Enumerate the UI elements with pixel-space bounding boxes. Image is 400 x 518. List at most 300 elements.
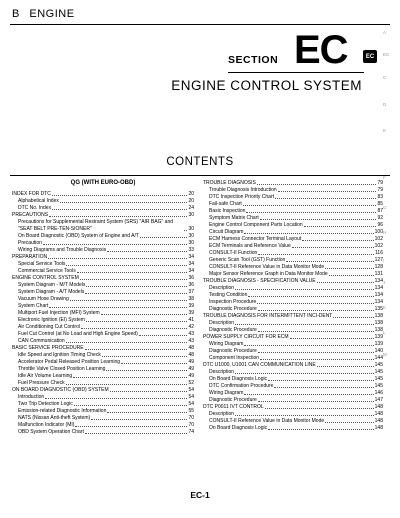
- toc-entry-label: Diagnostic Procedure: [209, 327, 257, 333]
- toc-page-number: 36: [188, 282, 194, 288]
- leader-dots: [257, 303, 373, 304]
- leader-dots: [48, 258, 187, 259]
- toc-entry-label: TROUBLE DIAGNOSIS FOR INTERMITTENT INCI-DENT: [203, 313, 333, 319]
- toc-page-number: 100: [374, 229, 383, 235]
- leader-dots: [329, 275, 374, 276]
- leader-dots: [107, 412, 187, 413]
- toc-entry: [203, 264, 383, 271]
- leader-dots: [86, 286, 187, 287]
- section-name: ENGINE: [29, 8, 75, 20]
- leader-dots: [184, 230, 187, 231]
- toc-entry: [203, 194, 383, 201]
- leader-dots: [52, 209, 187, 210]
- toc-entry-label: CONSULT-II Reference Value in Data Monitor Mode: [209, 264, 325, 270]
- toc-entry-label: Emission-related Diagnostic Information: [18, 408, 107, 414]
- toc-entry-label: ENGINE CONTROL SYSTEM: [12, 275, 79, 281]
- toc-page-number: 102: [374, 236, 383, 242]
- toc-page-number: 30: [188, 240, 194, 246]
- leader-dots: [60, 202, 188, 203]
- toc-page-number: 140: [374, 348, 383, 354]
- leader-dots: [265, 408, 374, 409]
- leader-dots: [258, 352, 374, 353]
- toc-entry: [12, 268, 194, 275]
- section-badge: EC: [363, 50, 377, 63]
- toc-entry-label: TROUBLE DIAGNOSIS - SPECIFICATION VALUE: [203, 278, 316, 284]
- toc-entry: [12, 219, 194, 233]
- toc-page-number: 127: [374, 257, 383, 263]
- toc-section-entry: [12, 254, 194, 261]
- leader-dots: [85, 349, 188, 350]
- toc-page-number: 70: [188, 422, 194, 428]
- leader-dots: [80, 279, 188, 280]
- leader-dots: [235, 289, 374, 290]
- page-title: ENGINE CONTROL SYSTEM: [171, 78, 362, 93]
- contents-heading: CONTENTS: [166, 156, 234, 168]
- toc-entry-label: Two Trip Detection Logic: [18, 401, 73, 407]
- leader-dots: [317, 282, 374, 283]
- toc-page-number: 83: [377, 194, 383, 200]
- toc-entry: [203, 236, 383, 243]
- toc-page-number: 34: [188, 254, 194, 260]
- leader-dots: [52, 195, 188, 196]
- toc-section-entry: [12, 275, 194, 282]
- toc-page-number: 33: [188, 247, 194, 253]
- leader-dots: [275, 198, 376, 199]
- toc-page-number: 24: [188, 205, 194, 211]
- toc-section-entry: [203, 362, 383, 369]
- toc-entry-label: Commercial Service Tools: [18, 268, 76, 274]
- toc-page-number: 145: [374, 383, 383, 389]
- toc-entry-label: POWER SUPPLY CIRCUIT FOR ECM: [203, 334, 289, 340]
- toc-entry: [12, 352, 194, 359]
- toc-page-number: 92: [377, 215, 383, 221]
- toc-entry: [203, 215, 383, 222]
- toc-page-number: 39: [188, 310, 194, 316]
- toc-entry: [12, 366, 194, 373]
- toc-page-number: 74: [188, 429, 194, 435]
- toc-page-number: 30: [188, 212, 194, 218]
- leader-dots: [110, 391, 188, 392]
- toc-page-number: 134: [374, 299, 383, 305]
- side-index-letter: M: [383, 352, 387, 357]
- toc-page-number: 145: [374, 369, 383, 375]
- leader-dots: [268, 429, 374, 430]
- toc-entry: [203, 243, 383, 250]
- toc-page-number: 30: [188, 226, 194, 232]
- toc-entry-label: Trouble Diagnosis Introduction: [209, 187, 277, 193]
- toc-entry: [203, 208, 383, 215]
- toc-entry-label: DTC P0011 IVT CONTROL: [203, 404, 264, 410]
- toc-page-number: 148: [374, 425, 383, 431]
- section-header: [12, 8, 75, 20]
- toc-entry: [12, 331, 194, 338]
- toc-page-number: 96: [377, 222, 383, 228]
- toc-entry: [203, 229, 383, 236]
- toc-entry: [12, 380, 194, 387]
- leader-dots: [258, 254, 374, 255]
- leader-dots: [248, 296, 373, 297]
- toc-page-number: 30: [188, 233, 194, 239]
- leader-dots: [75, 426, 187, 427]
- toc-entry-label: Description: [209, 285, 235, 291]
- toc-entry-label: OBD System Operation Chart: [18, 429, 84, 435]
- leader-dots: [325, 268, 374, 269]
- toc-entry: [12, 205, 194, 212]
- leader-dots: [258, 310, 374, 311]
- toc-entry: [203, 348, 383, 355]
- side-index-letter: EC: [383, 52, 390, 57]
- toc-page-number: 134: [374, 292, 383, 298]
- toc-entry-label: Generic Scan Tool (GST) Function: [209, 257, 286, 263]
- leader-dots: [274, 387, 373, 388]
- toc-entry-label: Wiring Diagram: [209, 390, 244, 396]
- toc-page-number: 55: [188, 408, 194, 414]
- toc-page-number: 54: [188, 387, 194, 393]
- toc-page-number: 49: [188, 359, 194, 365]
- leader-dots: [86, 321, 187, 322]
- toc-entry-label: Description: [209, 411, 235, 417]
- header-divider: [10, 24, 390, 25]
- toc-entry-label: On Board Diagnosis Logic: [209, 376, 268, 382]
- toc-entry-label: CAN Communication: [18, 338, 65, 344]
- toc-page-number: 138: [374, 320, 383, 326]
- toc-section-entry: [12, 387, 194, 394]
- toc-entry-label: Inspection Procedure: [209, 299, 257, 305]
- toc-entry-label: ON BOARD DIAGNOSTIC (OBD) SYSTEM: [12, 387, 109, 393]
- toc-entry: [203, 320, 383, 327]
- toc-entry-label: Wiring Diagrams and Trouble Diagnosis: [18, 247, 107, 253]
- toc-entry-label: Electronic Ignition (EI) System: [18, 317, 85, 323]
- side-index-letter: F: [383, 175, 386, 180]
- leader-dots: [278, 191, 377, 192]
- leader-dots: [235, 324, 374, 325]
- toc-entry: [12, 373, 194, 380]
- toc-page-number: 144: [374, 355, 383, 361]
- toc-entry-label: Idle Speed and Ignition Timing Check: [18, 352, 101, 358]
- toc-page-number: 34: [188, 268, 194, 274]
- toc-entry-label: Diagnostic Procedure: [209, 348, 257, 354]
- toc-entry: [203, 201, 383, 208]
- leader-dots: [268, 380, 374, 381]
- leader-dots: [85, 293, 187, 294]
- toc-entry-label: On Board Diagnostic (OBD) System of Engine and A/T: [18, 233, 139, 239]
- section-code: EC: [294, 28, 348, 72]
- side-index-letter: A: [383, 30, 387, 35]
- leader-dots: [49, 307, 187, 308]
- toc-entry: [12, 296, 194, 303]
- side-index-letter: C: [383, 75, 387, 80]
- leader-dots: [244, 345, 373, 346]
- toc-page-number: 138: [374, 313, 383, 319]
- leader-dots: [66, 342, 188, 343]
- toc-page-number: 145: [374, 376, 383, 382]
- leader-dots: [286, 261, 373, 262]
- toc-entry: [203, 341, 383, 348]
- toc-page-number: 148: [374, 418, 383, 424]
- side-index-letter: H: [383, 230, 387, 235]
- leader-dots: [106, 370, 187, 371]
- toc-section-entry: [203, 180, 383, 187]
- leader-dots: [243, 205, 377, 206]
- leader-dots: [140, 237, 188, 238]
- toc-entry-label: DTC Confirmation Procedure: [209, 383, 274, 389]
- toc-entry-label: Precaution: [18, 240, 42, 246]
- leader-dots: [317, 366, 374, 367]
- toc-page-number: 54: [188, 401, 194, 407]
- side-index-letter: J: [383, 280, 386, 285]
- toc-entry-label: PREPARATION: [12, 254, 48, 260]
- toc-section-entry: [12, 345, 194, 352]
- leader-dots: [235, 415, 374, 416]
- leader-dots: [91, 419, 187, 420]
- toc-entry: [12, 303, 194, 310]
- toc-entry: [203, 271, 383, 278]
- toc-entry-label: On Board Diagnosis Logic: [209, 425, 268, 431]
- toc-entry-label: Symptom Matrix Chart: [209, 215, 259, 221]
- leader-dots: [121, 363, 187, 364]
- toc-entry-label: ECM Terminals and Reference Value: [209, 243, 291, 249]
- toc-section-entry: [12, 212, 194, 219]
- toc-entry: [203, 285, 383, 292]
- toc-entry-label: TROUBLE DIAGNOSIS: [203, 180, 256, 186]
- toc-entry: [12, 289, 194, 296]
- toc-page-number: 134: [374, 285, 383, 291]
- toc-entry-label: Circuit Diagram: [209, 229, 244, 235]
- toc-entry-label: Testing Condition: [209, 292, 248, 298]
- leader-dots: [49, 216, 187, 217]
- toc-entry: [12, 422, 194, 429]
- title-divider: [228, 72, 364, 73]
- toc-right-column: [203, 180, 386, 432]
- toc-entry: [12, 198, 194, 205]
- toc-page-number: 52: [188, 380, 194, 386]
- toc-page-number: 87: [377, 208, 383, 214]
- toc-entry: [203, 257, 383, 264]
- toc-page-number: 148: [374, 404, 383, 410]
- toc-page-number: 38: [188, 296, 194, 302]
- toc-entry: [203, 222, 383, 229]
- toc-page-number: 36: [188, 275, 194, 281]
- toc-page-number: 135: [374, 306, 383, 312]
- leader-dots: [258, 331, 374, 332]
- leader-dots: [302, 240, 373, 241]
- toc-entry: [12, 233, 194, 240]
- toc-entry: [12, 261, 194, 268]
- toc-entry-label: Major Sensor Reference Graph in Data Monitor Mode: [209, 271, 328, 277]
- leader-dots: [70, 300, 188, 301]
- section-label: SECTION: [228, 54, 279, 66]
- leader-dots: [246, 212, 376, 213]
- toc-section-entry: [203, 313, 383, 320]
- leader-dots: [325, 422, 374, 423]
- toc-page-number: 70: [188, 415, 194, 421]
- toc-page-number: 146: [374, 390, 383, 396]
- toc-page-number: 20: [188, 198, 194, 204]
- toc-entry: [203, 250, 383, 257]
- toc-entry-label: DTC No. Index: [18, 205, 52, 211]
- toc-entry-label: Diagnostic Procedure: [209, 306, 257, 312]
- toc-entry-label: Fuel Cut Control (at No Load and High Engine Speed): [18, 331, 138, 337]
- toc-entry-label: System Diagram - M/T Models: [18, 282, 86, 288]
- toc-entry: [12, 247, 194, 254]
- leader-dots: [235, 373, 374, 374]
- toc-entry: [203, 327, 383, 334]
- leader-dots: [77, 272, 188, 273]
- toc-page-number: 139: [374, 341, 383, 347]
- leader-dots: [292, 247, 374, 248]
- toc-entry-label: Fail-safe Chart: [209, 201, 242, 207]
- leader-dots: [107, 251, 187, 252]
- toc-entry-label: Precautions for Supplemental Restraint System (SRS) "AIR BAG" and "SEAT BELT PRE-TEN-SIONER": [18, 219, 174, 232]
- toc-entry: [203, 355, 383, 362]
- leader-dots: [244, 233, 373, 234]
- toc-entry-label: Diagnostic Procedure: [209, 397, 257, 403]
- side-index-letter: K: [383, 305, 387, 310]
- toc-entry-label: CONSULT-II Function: [209, 250, 258, 256]
- toc-page-number: 48: [188, 352, 194, 358]
- toc-entry: [203, 369, 383, 376]
- toc-entry: [203, 411, 383, 418]
- toc-entry-label: Engine Control Component Parts Location: [209, 222, 303, 228]
- toc-entry: [12, 324, 194, 331]
- leader-dots: [290, 338, 374, 339]
- toc-page-number: 54: [188, 394, 194, 400]
- toc-page-number: 79: [377, 180, 383, 186]
- leader-dots: [139, 335, 188, 336]
- toc-entry-label: DTC Inspection Priority Chart: [209, 194, 275, 200]
- toc-entry: [203, 299, 383, 306]
- toc-page-number: 49: [188, 373, 194, 379]
- toc-page-number: 41: [188, 317, 194, 323]
- toc-section-entry: [12, 191, 194, 198]
- toc-entry-label: Description: [209, 320, 235, 326]
- toc-entry: [12, 359, 194, 366]
- toc-page-number: 43: [188, 331, 194, 337]
- toc-page-number: 42: [188, 324, 194, 330]
- toc-entry: [203, 376, 383, 383]
- toc-entry-label: Throttle Valve Closed Position Learning: [18, 366, 106, 372]
- toc-page-number: 85: [377, 201, 383, 207]
- toc-page-number: 138: [374, 327, 383, 333]
- toc-page-number: 48: [188, 345, 194, 351]
- leader-dots: [74, 405, 188, 406]
- side-index-letter: L: [383, 330, 386, 335]
- toc-entry: [12, 415, 194, 422]
- leader-dots: [101, 314, 188, 315]
- toc-page-number: 49: [188, 366, 194, 372]
- toc-page-number: 79: [377, 187, 383, 193]
- leader-dots: [333, 317, 373, 318]
- leader-dots: [66, 384, 188, 385]
- toc-entry: [12, 394, 194, 401]
- toc-page-number: 131: [374, 271, 383, 277]
- toc-entry: [203, 187, 383, 194]
- toc-entry: [203, 306, 383, 313]
- toc-left-column: [12, 180, 194, 436]
- leader-dots: [260, 359, 374, 360]
- toc-entry-label: Air Conditioning Cut Control: [18, 324, 80, 330]
- toc-entry: [12, 408, 194, 415]
- toc-entry-label: Malfunction Indicator (MI): [18, 422, 75, 428]
- leader-dots: [257, 184, 377, 185]
- leader-dots: [73, 377, 187, 378]
- toc-entry-label: System Diagram - A/T Models: [18, 289, 85, 295]
- toc-entry: [12, 240, 194, 247]
- toc-entry-label: Accelerator Pedal Released Position Learning: [18, 359, 121, 365]
- toc-entry: [12, 338, 194, 345]
- toc-entry-label: BASIC SERVICE PROCEDURE: [12, 345, 84, 351]
- toc-entry-label: Description: [209, 369, 235, 375]
- toc-entry-label: NATS (Nissan Anti-theft System): [18, 415, 91, 421]
- side-index-letter: E: [383, 128, 387, 133]
- toc-entry: [12, 317, 194, 324]
- leader-dots: [81, 328, 187, 329]
- toc-page-number: 37: [188, 289, 194, 295]
- toc-page-number: 43: [188, 338, 194, 344]
- leader-dots: [43, 244, 188, 245]
- leader-dots: [66, 265, 187, 266]
- contents-divider: [10, 175, 390, 176]
- toc-entry-label: CONSULT-II Reference Value in Data Monitor Mode: [209, 418, 325, 424]
- toc-entry-label: PRECAUTIONS: [12, 212, 49, 218]
- toc-entry-label: Multiport Fuel Injection (MFI) System: [18, 310, 100, 316]
- toc-section-entry: [203, 334, 383, 341]
- leader-dots: [244, 394, 373, 395]
- toc-entry-label: Basic Inspection: [209, 208, 246, 214]
- toc-page-number: 128: [374, 264, 383, 270]
- toc-entry-label: Idle Air Volume Learning: [18, 373, 73, 379]
- toc-entry: [12, 429, 194, 436]
- toc-section-entry: [203, 278, 386, 285]
- column-heading: QG (WITH EURO-OBD): [70, 180, 136, 186]
- side-index-letter: D: [383, 102, 387, 107]
- side-index-letter: G: [383, 205, 387, 210]
- toc-page-number: 148: [374, 411, 383, 417]
- leader-dots: [45, 398, 187, 399]
- toc-entry-label: Alphabetical Index: [18, 198, 59, 204]
- toc-page-number: 134: [374, 278, 383, 284]
- leader-dots: [85, 433, 188, 434]
- toc-page-number: 116: [375, 250, 383, 256]
- toc-section-entry: [203, 404, 383, 411]
- leader-dots: [258, 401, 374, 402]
- side-index-letter: I: [383, 258, 385, 263]
- toc-page-number: 147: [374, 397, 383, 403]
- toc-entry-label: Introduction: [18, 394, 45, 400]
- toc-entry-label: DTC U1000, U1001 CAN COMMUNICATION LINE: [203, 362, 316, 368]
- toc-entry-label: System Chart: [18, 303, 49, 309]
- toc-page-number: 139: [374, 334, 383, 340]
- toc-entry-label: Fuel Pressure Check: [18, 380, 65, 386]
- toc-page-number: 145: [374, 362, 383, 368]
- toc-entry: [203, 397, 383, 404]
- section-letter: B: [12, 8, 20, 20]
- toc-entry: [203, 383, 383, 390]
- toc-entry: [203, 390, 383, 397]
- toc-entry: [203, 425, 383, 432]
- toc-entry-label: ECM Harness Connector Terminal Layout: [209, 236, 302, 242]
- toc-entry-label: INDEX FOR DTC: [12, 191, 51, 197]
- leader-dots: [260, 219, 377, 220]
- toc-page-number: 102: [374, 243, 383, 249]
- toc-entry-label: Component Inspection: [209, 355, 260, 361]
- toc-entry: [12, 401, 194, 408]
- leader-dots: [102, 356, 188, 357]
- toc-entry-label: Wiring Diagram: [209, 341, 244, 347]
- toc-entry: [203, 418, 383, 425]
- toc-entry: [203, 292, 383, 299]
- toc-entry: [12, 282, 194, 289]
